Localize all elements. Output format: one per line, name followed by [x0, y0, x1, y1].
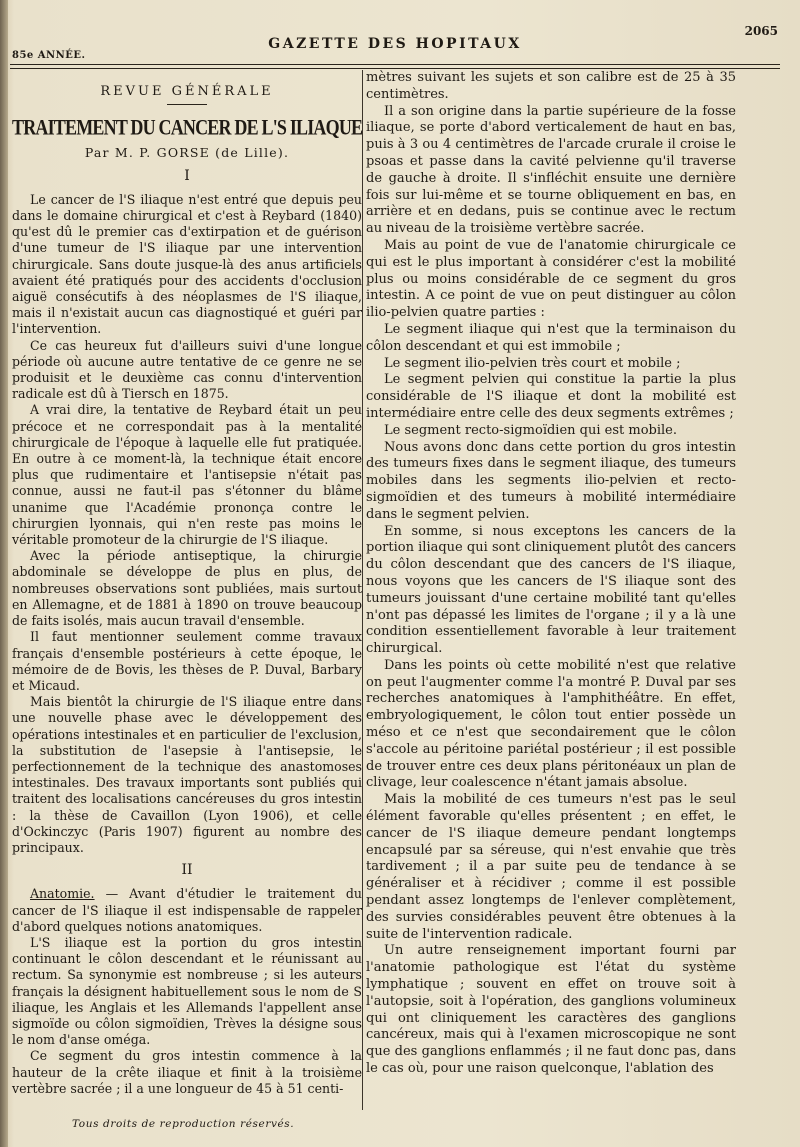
page-header: [10, 24, 780, 68]
paragraph: Un autre renseignement important fourni par l'anatomie pathologique est l'état du système lymphatique ; souvent en effet on trouve soit à l'autopsie, soit à l'opération, des ganglions volumineux qui ont cliniquement les caractères des ganglions cancéreux, mais qui à l'examen microscopique ne sont que des ganglions enflammés ; il ne faut donc pas, dans le cas où, pour une raison quelconque, l'ablation des: [366, 943, 736, 1077]
paragraph: Le segment ilio-pelvien très court et mobile ;: [384, 355, 681, 371]
rubric-rule: [167, 104, 207, 105]
byline: Par M. P. GORSE (de Lille).: [84, 145, 290, 161]
paragraph: Avec la période antiseptique, la chirurgie abdominale se développe de plus en plus, de nombreuses observations sont publiées, mais surtout en Allemagne, et de 1881 à 1890 on trouve beaucoup de faits isolés, mais aucun travail d'ensemble.: [12, 548, 362, 629]
issue-label: 85e ANNÉE.: [12, 50, 86, 61]
paragraph: Mais bientôt la chirurgie de l'S iliaque entre dans une nouvelle phase avec le développement des opérations intestinales et en particulier de l'exclusion, la substitution de l'asepsie à l'antisepsie, le perfectionnement de la technique des anastomoses intestinales. Des travaux importants sont publiés qui traitent des localisations cancéreuses du gros intestin : la thèse de Cavaillon (Lyon 1906), et celle d'Ockinczyc (Paris 1907) figurent au nombre des principaux.: [12, 694, 362, 855]
masthead: GAZETTE DES HOPITAUX: [268, 36, 522, 52]
anatomy-lead: Anatomie.: [30, 886, 95, 902]
paragraph: Le segment pelvien qui constitue la partie la plus considérable de l'S iliaque et dont la mobilité est intermédiaire entre celle des deux segments extrêmes ;: [366, 372, 736, 421]
paragraph: Dans les points où cette mobilité n'est que relative on peut l'augmenter comme l'a montré P. Duval par ses recherches anatomiques à l'amphithéâtre. En effet, embryologiquement, le côlon tout entier possède un méso et ce n'est que secondairement que le côlon s'accole au péritoine pariétal postérieur ; il est possible de trouver entre ces deux plans péritonéaux un plan de clivage, leur coalescence n'étant jamais absolue.: [366, 657, 736, 791]
rights-notice: Tous droits de reproduction réservés.: [72, 1118, 295, 1130]
section-one-label: I: [184, 167, 190, 184]
paragraph-text: — Avant d'étudier le traitement du cancer de l'S iliaque il est indispensable de rappeler d'abord quelques notions anatomiques.: [12, 886, 362, 934]
left-column: [12, 78, 362, 1097]
rubric: REVUE GÉNÉRALE: [100, 84, 274, 99]
page-number: 2065: [744, 24, 778, 38]
paragraph: Il faut mentionner seulement comme travaux français d'ensemble postérieurs à cette époque, le mémoire de de Bovis, les thèses de P. Duval, Barbary et Micaud.: [12, 629, 362, 693]
paragraph: Le cancer de l'S iliaque n'est entré que depuis peu dans le domaine chirurgical et c'est à Reybard (1840) qu'est dû le premier cas d'extirpation et de guérison d'une tumeur de l'S iliaque par une intervention chirurgicale. Sans doute jusque-là des anus artificiels avaient été pratiqués pour des accidents d'occlusion aiguë consécutifs à des néoplasmes de l'S iliaque, mais il n'existait aucun cas diagnostiqué et guéri par l'intervention.: [12, 191, 362, 337]
paragraph: Le segment iliaque qui n'est que la terminaison du côlon descendant et qui est immobile ;: [366, 321, 736, 354]
paragraph: Il a son origine dans la partie supérieure de la fosse iliaque, se porte d'abord verticalement de haut en bas, puis à 3 ou 4 centimètres de l'arcade crurale il croise le psoas et passe dans la cavité pelvienne qu'il traverse de gauche à droite. Il s'infléchit ensuite une dernière fois sur lui-même et se tourne obliquement en bas, en arrière et en dedans, puis se continue avec le rectum au niveau de la troisième vertèbre sacrée.: [366, 103, 736, 237]
paragraph: Ce segment du gros intestin commence à la hauteur de la crête iliaque et finit à la troisième vertèbre sacrée ; il a une longueur de 45 à 51 centi-: [12, 1048, 362, 1096]
header-rule: [10, 64, 780, 69]
column-divider: [362, 70, 363, 1110]
paragraph: Mais la mobilité de ces tumeurs n'est pas le seul élément favorable qu'elles présentent ; en effet, le cancer de l'S iliaque demeure pendant longtemps encapsulé par sa séreuse, qui n'est envahie que très tardivement ; il a par suite peu de tendance à se généraliser et à récidiver ; comme il est possible pendant assez longtemps de l'enlever complètement, des survies considérables peuvent être obtenues à la suite de l'intervention radicale.: [366, 792, 736, 942]
right-column: [366, 70, 736, 1078]
paragraph: En somme, si nous exceptons les cancers de la portion iliaque qui sont cliniquement plutôt des cancers du côlon descendant que des cancers de l'S iliaque, nous voyons que les cancers de l'S iliaque sont des tumeurs jouissant d'une certaine mobilité tant qu'elles n'ont pas dépassé les limites de l'organe ; il y a là une condition essentiellement favorable à leur traitement chirurgical.: [366, 523, 736, 657]
paragraph: Le segment recto-sigmoïdien qui est mobile.: [384, 422, 677, 438]
paragraph: A vrai dire, la tentative de Reybard était un peu précoce et ne correspondait pas à la mentalité chirurgicale de l'époque à laquelle elle fut pratiquée. En outre à ce moment-là, la technique était encore plus que rudimentaire et l'antisepsie n'était pas connue, aussi ne faut-il pas s'étonner du blâme unanime que l'Académie prononça contre le chirurgien lyonnais, qui n'en reste pas moins le véritable promoteur de la chirurgie de l'S iliaque.: [12, 402, 362, 548]
paragraph: mètres suivant les sujets et son calibre est de 25 à 35 centimètres.: [366, 70, 736, 102]
paragraph: L'S iliaque est la portion du gros intestin continuant le côlon descendant et le réunissant au rectum. Sa synonymie est nombreuse ; si les auteurs français la désignent habituellement sous le nom de S iliaque, les Anglais et les Allemands l'appellent anse sigmoïde ou côlon sigmoïdien, Trèves la désigne sous le nom d'anse oméga.: [12, 934, 362, 1048]
section-two-label: II: [181, 862, 193, 879]
binding-edge: [0, 0, 8, 1147]
paragraph: [12, 886, 362, 935]
paragraph: Mais au point de vue de l'anatomie chirurgicale ce qui est le plus important à considérer c'est la mobilité plus ou moins considérable de ce segment du gros intestin. A ce point de vue on peut distinguer au côlon ilio-pelvien quatre parties :: [366, 237, 736, 321]
paragraph: Ce cas heureux fut d'ailleurs suivi d'une longue période où aucune autre tentative de ce genre ne se produisit et le deuxième cas connu d'intervention radicale est dû à Tiersch en 1875.: [12, 337, 362, 402]
article-title: TRAITEMENT DU CANCER DE L'S ILIAQUE: [12, 114, 363, 140]
paragraph: Nous avons donc dans cette portion du gros intestin des tumeurs fixes dans le segment iliaque, des tumeurs mobiles dans les segments ilio-pelvien et recto-sigmoïdien et des tumeurs à mobilité intermédiaire dans le segment pelvien.: [366, 439, 736, 522]
